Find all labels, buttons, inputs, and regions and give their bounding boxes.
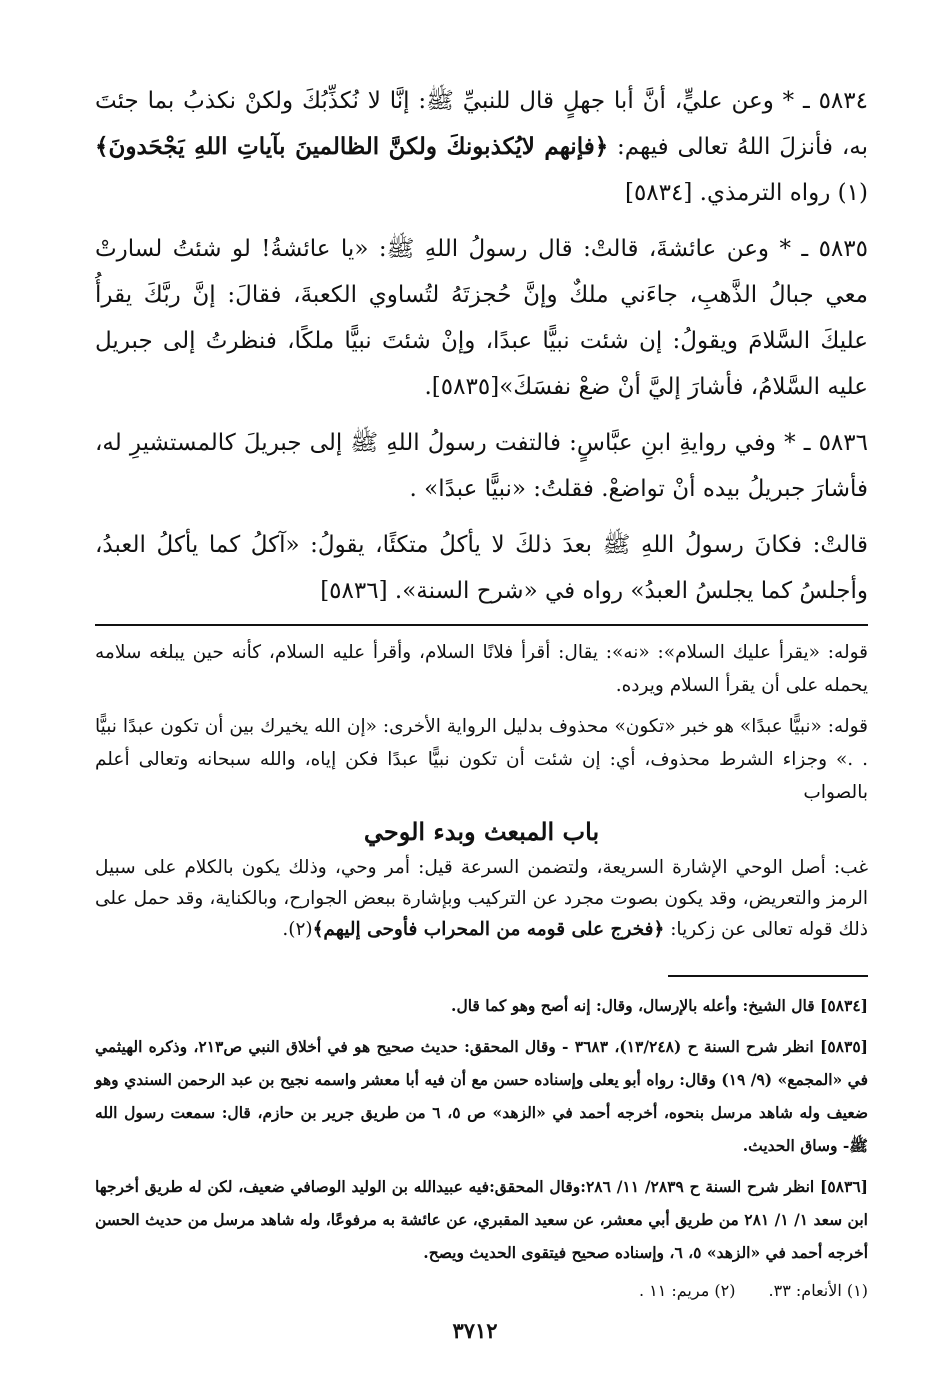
page-number: ٣٧١٢	[452, 1318, 498, 1343]
footnotes	[95, 1277, 868, 1305]
hadith-5834	[95, 78, 868, 216]
chapter-title: باب المبعث وبدء الوحي	[363, 817, 600, 846]
hadith-5836-continued	[95, 522, 868, 614]
hadith-text: قالتْ: فكانَ رسولُ اللهِ ﷺ بعدَ ذلكَ لا يأكلُ متكئًا، يقولُ: «آكلُ كما يأكلُ العبدُ، وأجلسُ كما يجلسُ العبدُ» رواه في «شرح السنة». [٥٨٣٦]	[95, 532, 868, 604]
intro-text: غب: أصل الوحي الإشارة السريعة، ولتضمن السرعة قيل: أمر وحي، وذلك يكون بالكلام على سبيل الرمز والتعريض، وقد يكون بصوت مجرد عن التركيب وبإشارة ببعض الجوارح، وبالكناية، وقد حمل على ذلك قوله تعالى عن زكريا:	[95, 857, 868, 940]
quran-quote: ﴿فإنهم لايُكذبونكَ ولكنَّ الظالمينَ بآياتِ اللهِ يَجْحَدونَ﴾	[95, 133, 609, 160]
footnote: (١) الأنعام: ٣٣.	[768, 1281, 868, 1300]
hadith-section	[95, 78, 868, 614]
hadith-text: ٥٨٣٥ ـ * وعن عائشةَ، قالتْ: قال رسولُ اللهِ ﷺ: «يا عائشةُ! لو شئتُ لسارتْ معي جبالُ الذَّهبِ، جاءَني ملكٌ وإنَّ حُجزتَهُ لتُساوي الكعبةَ، فقالَ: إنَّ ربَّكَ يقرأُ عليكَ السَّلامَ ويقولُ: إن شئت نبيًّا عبدًا، وإنْ شئتَ نبيًّا ملكًا، فنظرتُ إلى جبريل عليه السَّلامُ، فأشارَ إليَّ أنْ ضعْ نفسَكَ»[٥٨٣٥].	[95, 236, 868, 400]
takhrij-notes	[95, 989, 868, 1269]
hadith-5835	[95, 226, 868, 410]
takhrij-note: [٥٨٣٥] انظر شرح السنة ح (١٣/٢٤٨)، ٣٦٨٣ - وقال المحقق: حديث صحيح هو في أخلاق النبي ص٢١٣، وذكره الهيثمي في «المجمع» (٩/ ١٩) وقال: رواه أبو يعلى وإسناده حسن مع أن فيه أبا معشر واسمه نجيح بن عبد الرحمن السندي وهو ضعيف وله شاهد مرسل بنحوه، أخرجه أحمد في «الزهد» ص ٥، ٦ من طريق جرير بن حازم، قال: سمعت رسول الله ﷺ- وساق الحديث.	[95, 1037, 869, 1155]
footnote-divider	[668, 975, 868, 977]
hadith-text: ٥٨٣٤ ـ * وعن عليٍّ، أنَّ أبا جهلٍ قال للنبيِّ ﷺ: إنَّا لا نُكذِّبُكَ ولكنْ نكذبُ بما جئتَ به، فأنزلَ اللهُ تعالى فيهم:	[95, 88, 868, 160]
divider	[95, 624, 868, 626]
takhrij-note: [٥٨٣٦] انظر شرح السنة ح ٢٨٣٩/ ١١/ ٢٨٦:وقال المحقق:فيه عبيدالله بن الوليد الوصافي ضعيف، لكن له طريق أخرجها ابن سعد ١/ ١/ ٢٨١ من طريق أبي معشر، عن سعيد المقبري، عن عائشة به مرفوعًا، وله شاهد مرسل من حديث الحسن أخرجه أحمد في «الزهد» ٥، ٦، وإسناده صحيح فيتقوى الحديث ويصح.	[95, 1177, 868, 1262]
chapter-intro	[95, 852, 868, 945]
takhrij-note: [٥٨٣٤] قال الشيخ: وأعله بالإرسال، وقال: إنه أصح وهو كما قال.	[451, 996, 868, 1015]
commentary-paragraph: قوله: «يقرأ عليك السلام»: «نه»: يقال: أقرأ فلانًا السلام، وأقرأ عليه السلام، كأنه حين يبلغه سلامه يحمله على أن يقرأ السلام ويرده.	[95, 642, 868, 696]
commentary-section	[95, 636, 868, 809]
page-body	[95, 78, 868, 1305]
hadith-5836	[95, 420, 868, 512]
footnote: (٢) مريم: ١١ .	[638, 1281, 736, 1300]
hadith-reference: (١) رواه الترمذي. [٥٨٣٤]	[624, 180, 868, 206]
quran-quote: ﴿فخرج على قومه من المحراب فأوحى إليهم﴾	[312, 919, 665, 940]
commentary-paragraph: قوله: «نبيًّا عبدًا» هو خبر «تكون» محذوف بدليل الرواية الأخرى: «إن الله يخيرك بين أن تكون عبدًا نبيًّا . .» وجزاء الشرط محذوف، أي: إن شئت أن تكون نبيًّا عبدًا فكن إياه، والله سبحانه وتعالى أعلم بالصواب	[95, 716, 868, 803]
footnote-ref: (٢).	[282, 919, 313, 940]
hadith-text: ٥٨٣٦ ـ * وفي روايةِ ابنِ عبَّاسٍ: فالتفت رسولُ اللهِ ﷺ إلى جبريلَ كالمستشيرِ له، فأشارَ جبريلُ بيده أنْ تواضعْ. فقلتُ: «نبيًّا عبدًا» .	[95, 430, 868, 502]
